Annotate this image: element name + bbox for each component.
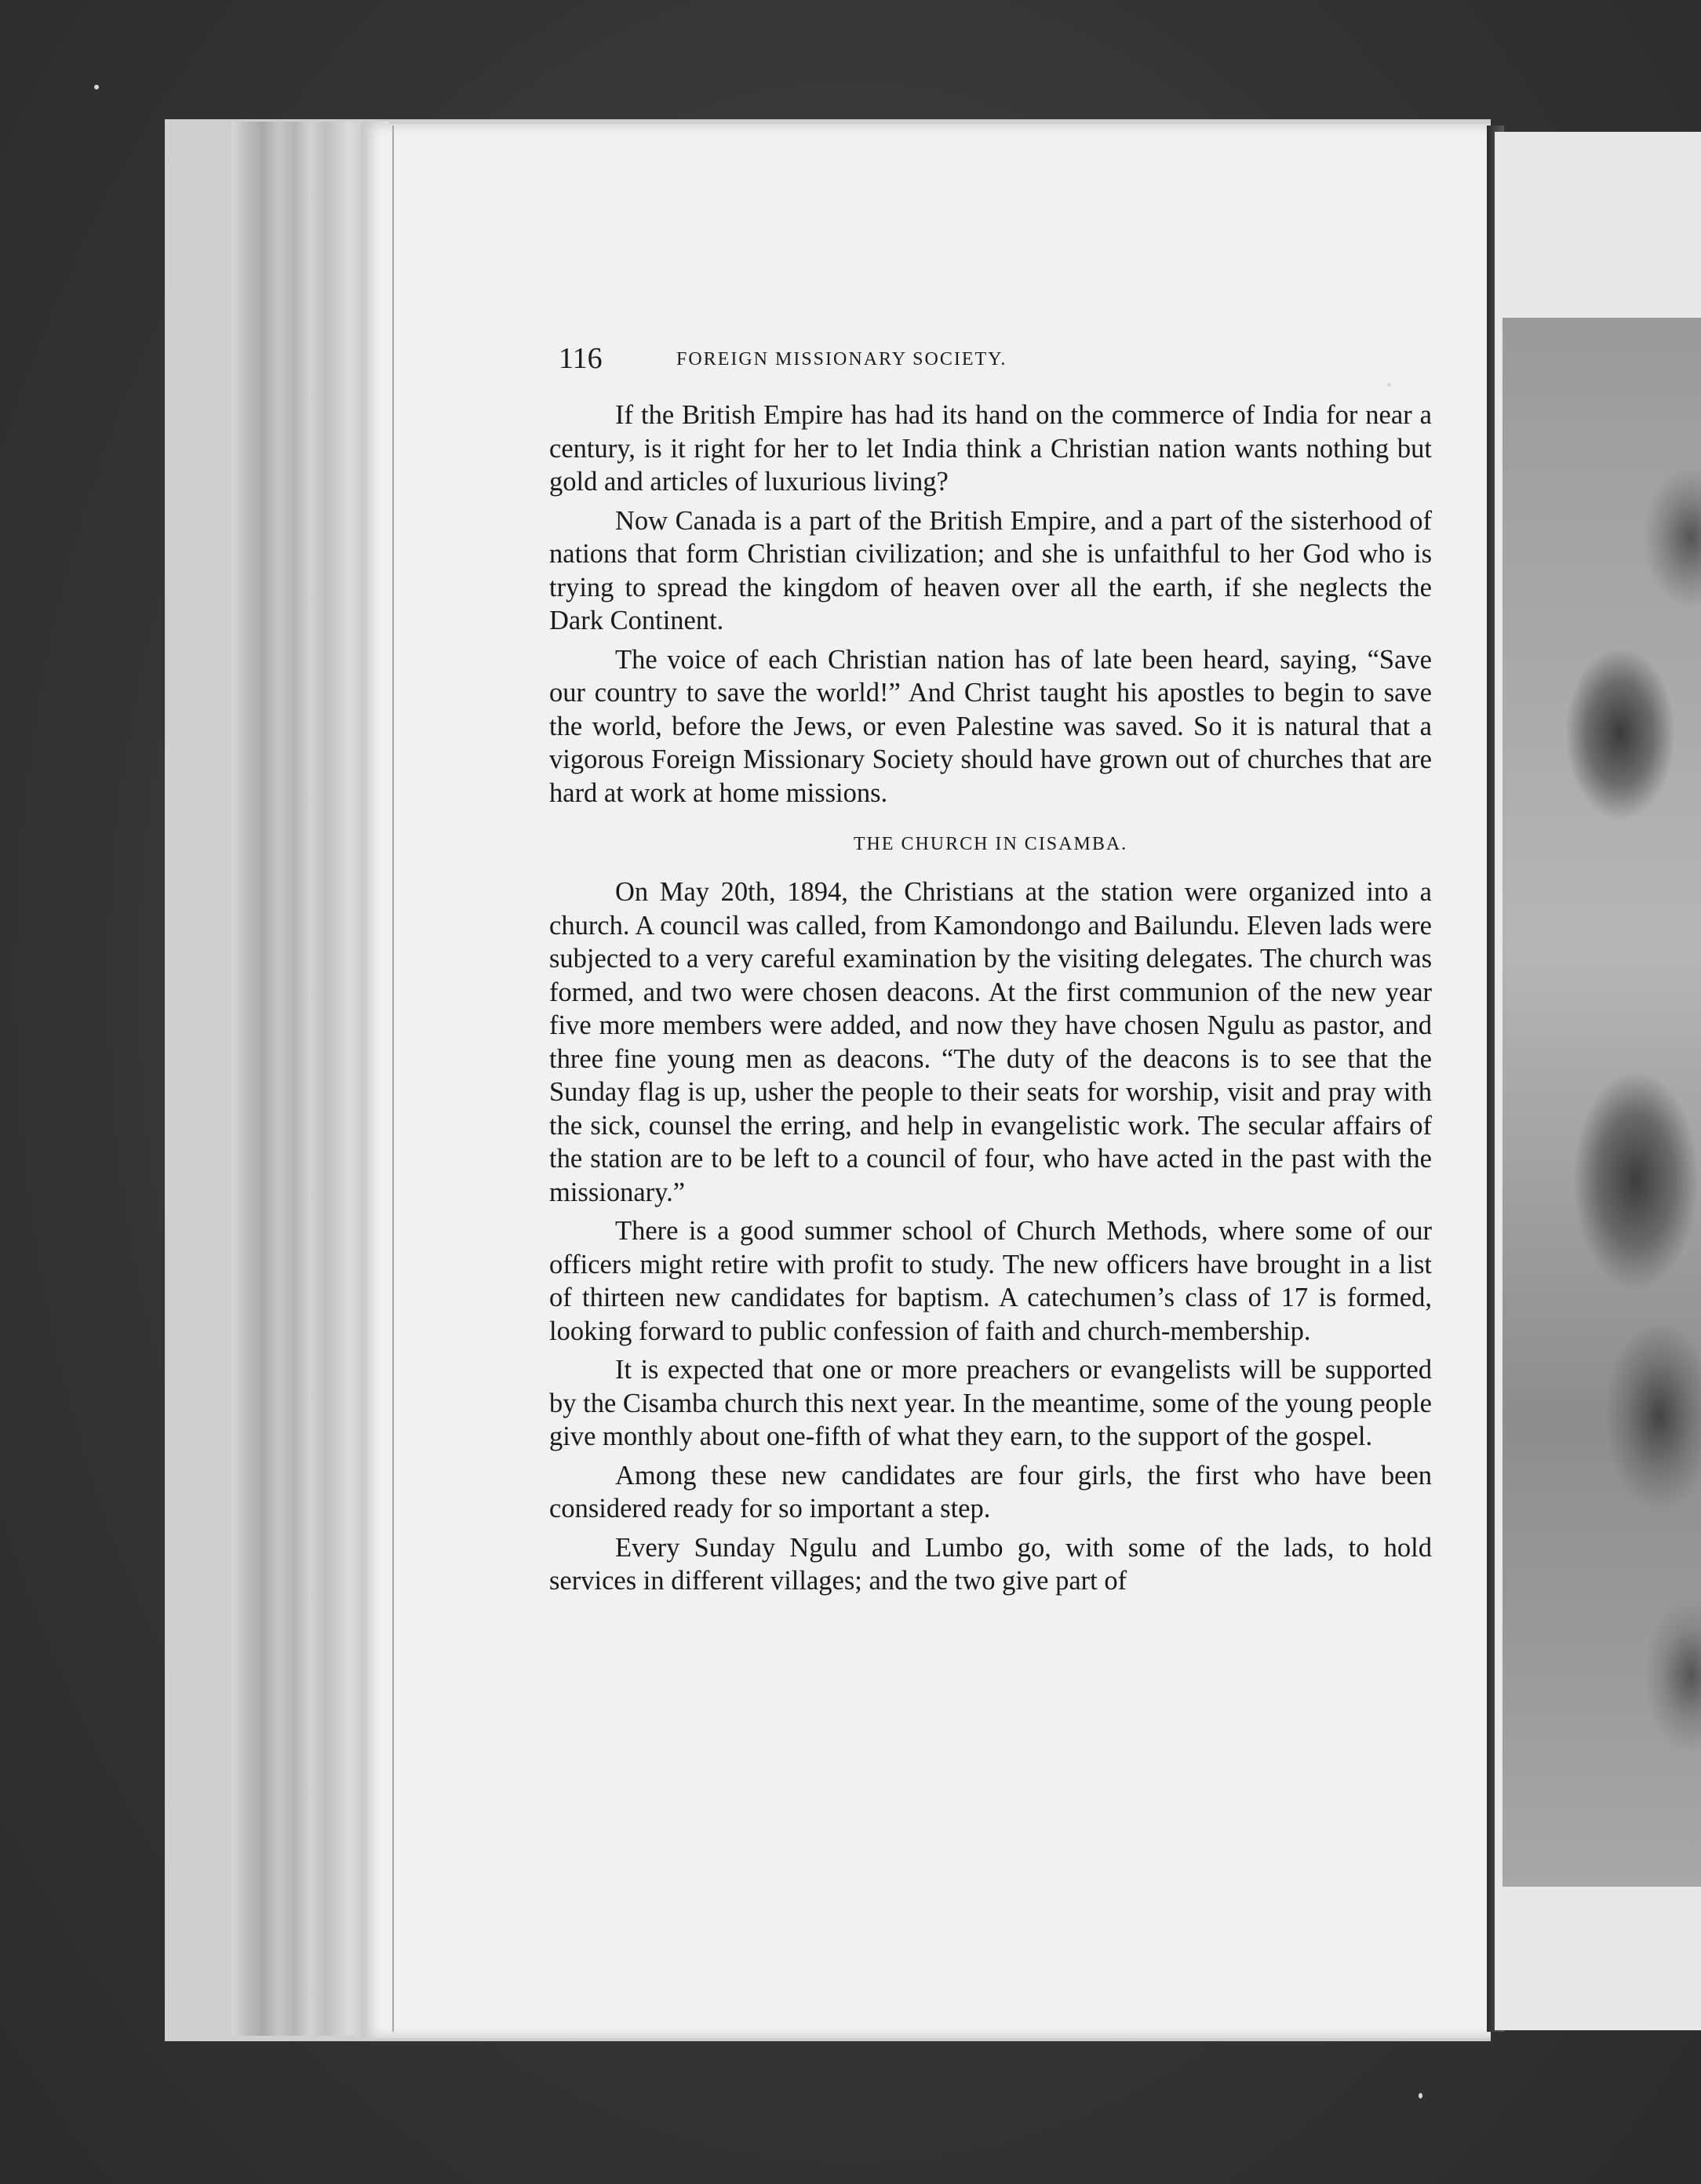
paragraph: Among these new candidates are four girls, the first who have been considered ready for so important a step. xyxy=(549,1460,1432,1523)
section-heading: THE CHURCH IN CISAMBA. xyxy=(853,834,1128,854)
dust-speck xyxy=(1387,383,1391,387)
page-text xyxy=(549,399,1432,1603)
page-gutter xyxy=(392,126,394,2032)
dust-speck xyxy=(94,85,99,89)
paragraph: Every Sunday Ngulu and Lumbo go, with some of the lads, to hold services in different villages; and the two give part of xyxy=(549,1532,1432,1596)
paragraph: On May 20th, 1894, the Christians at the station were organized into a church. A council was called, from Kamondongo and Bailundu. Eleven lads were subjected to a very careful examination by the visiting delegates. The church was formed, and two were chosen deacons. At the first communion of the new year five more members were added, and now they have chosen Ngulu as pastor, and three fine young men as deacons. “The duty of the deacons is to see that the Sunday flag is up, usher the people to their seats for worship, visit and pray with the sick, counsel the erring, and help in evangelistic work. The secular affairs of the station are to be left to a council of four, who have acted in the past with the missionary.” xyxy=(549,877,1432,1207)
paragraph: There is a good summer school of Church Methods, where some of our officers might retire with profit to study. The new officers have brought in a list of thirteen new candidates for baptism. A catechumen’s class of 17 is formed, looking forward to public confession of faith and church-membership. xyxy=(549,1216,1432,1346)
page-header xyxy=(559,339,1218,378)
paragraph: If the British Empire has had its hand on the commerce of India for near a century, is it right for her to let India think a Christian nation wants nothing but gold and articles of luxurious living? xyxy=(549,400,1432,497)
paragraph: It is expected that one or more preachers or evangelists will be supported by the Cisamba church this next year. In the meantime, some of the young people give monthly about one-fifth of what they earn, to the support of the gospel. xyxy=(549,1355,1432,1451)
running-head: FOREIGN MISSIONARY SOCIETY. xyxy=(676,349,1007,369)
dust-speck xyxy=(1419,2093,1422,2098)
paragraph: The voice of each Christian nation has of late been heard, saying, “Save our country to save the world!” And Christ taught his apostles to begin to save the world, before the Jews, or even Palestine was saved. So it is natural that a vigorous Foreign Missionary Society should have grown out of churches that are hard at work at home missions. xyxy=(549,644,1432,808)
page-number: 116 xyxy=(559,342,603,375)
paragraph: Now Canada is a part of the British Empire, and a part of the sisterhood of nations that form Christian civilization; and she is unfaithful to her God who is trying to spread the kingdom of heaven over all the earth, if she neglects the Dark Continent. xyxy=(549,505,1432,635)
facing-page-photograph xyxy=(1502,318,1701,1887)
